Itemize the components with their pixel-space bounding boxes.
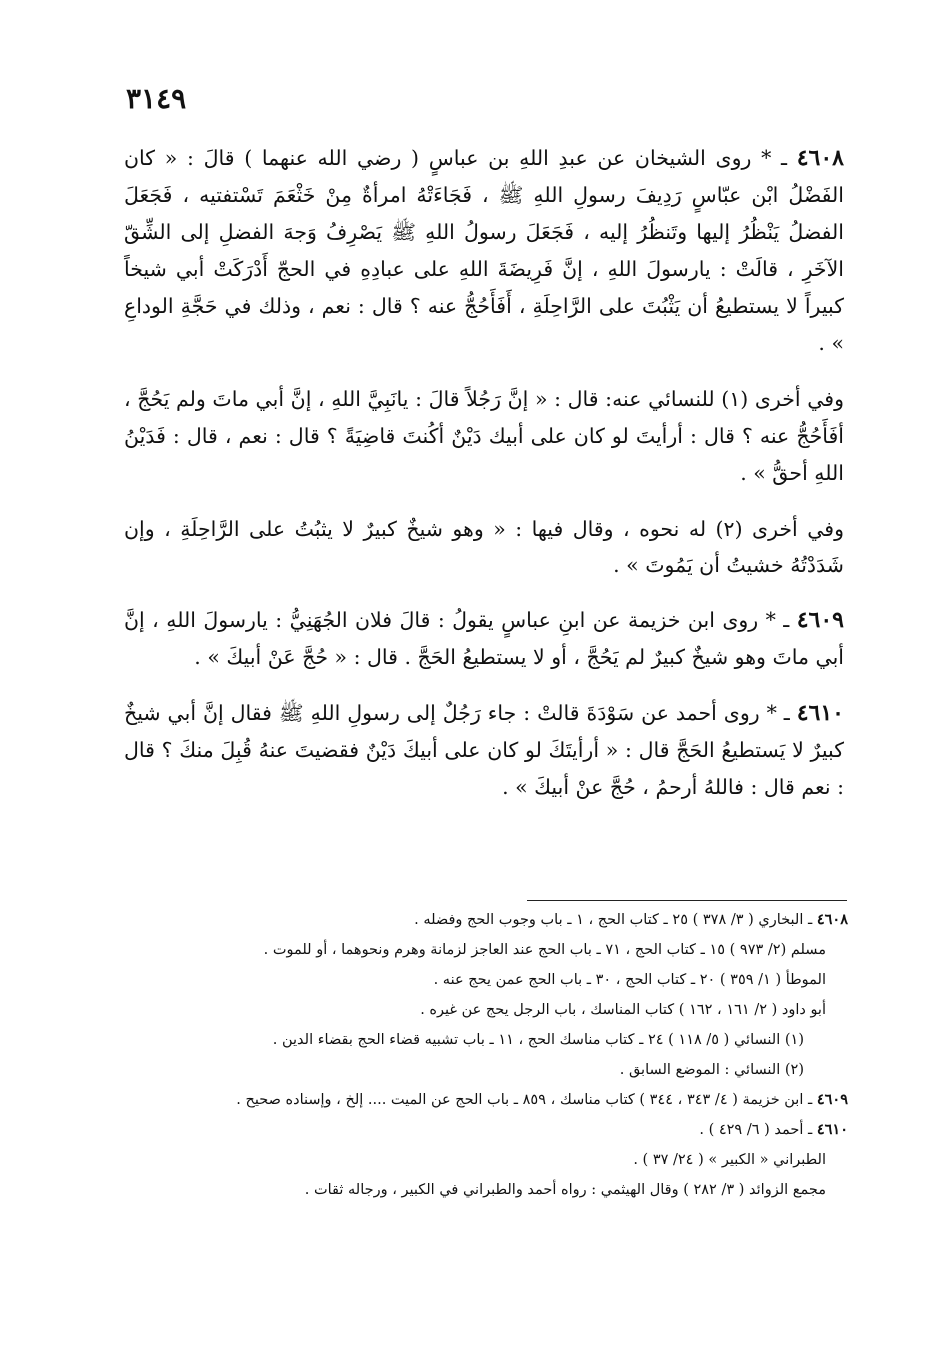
footnote-line xyxy=(88,1115,848,1145)
footnote-text: أبو داود ( ٢/ ١٦١ ، ١٦٢ ) كتاب المناسك ، باب الرجل يحج عن غيره . xyxy=(420,1002,826,1018)
footnote-text: الموطأ ( ١/ ٣٥٩ ) ٢٠ ـ كتاب الحج ، ٣٠ ـ باب الحج عمن يحج عنه . xyxy=(433,972,826,988)
footnote-text: مجمع الزوائد ( ٣/ ٢٨٢ ) وقال الهيثمي : رواه أحمد والطبراني في الكبير ، ورجاله ثقات . xyxy=(304,1182,826,1198)
hadith-text: وفي أخرى (١) للنسائي عنه: قال : « إنَّ رَجُلاً قالَ : يانَبِيَّ اللهِ ، إنَّ أبي ماتَ ولم يَحُجَّ ، أفَأَحُجُّ عنه ؟ قال : أرأيتَ لو كان على أبيك دَيْنٌ أكُنتَ قاضِيَةً ؟ قال : نعم ، قال : فَدَيْنُ اللهِ أحقُّ » . xyxy=(124,387,844,485)
hadith-number: ٤٦٠٨ xyxy=(796,145,844,171)
hadith-text: ـ * روى ابن خزيمة عن ابنِ عباسٍ يقولُ : قالَ فلان الجُهَنِيُّ : يارسولَ اللهِ ، إنَّ أبي ماتَ وهو شيخٌ كبيرٌ لم يَحُجَّ ، أو لا يستطيعُ الحَجَّ . قال : « حُجَّ عَنْ أبيكَ » . xyxy=(124,608,844,669)
hadith-4608 xyxy=(124,140,844,362)
footnote-line xyxy=(88,1055,848,1085)
page-number: ٣١٤٩ xyxy=(126,82,187,115)
hadith-4609 xyxy=(124,602,844,676)
footnote-text: الطبراني « الكبير » ( ٢٤/ ٣٧ ) . xyxy=(633,1152,826,1168)
hadith-4608-variant-1 xyxy=(124,381,844,492)
footnote-line xyxy=(88,935,848,965)
footnote-text: (١) النسائي ( ٥/ ١١٨ ) ٢٤ ـ كتاب مناسك الحج ، ١١ ـ باب تشبيه قضاء الحج بقضاء الدين . xyxy=(272,1032,804,1048)
hadith-4608-variant-2 xyxy=(124,511,844,583)
hadith-4610 xyxy=(124,695,844,806)
footnote-line xyxy=(88,1145,848,1175)
footnote-text: (٢) النسائي : الموضع السابق . xyxy=(619,1062,804,1078)
hadith-text: ـ * روى الشيخان عن عبدِ اللهِ بن عباسٍ ( رضي الله عنهما ) قالَ : « كان الفَضْلُ ابْن عبّاسٍ رَدِيفَ رسولِ اللهِ ﷺ ، فَجَاءَتْهُ امرأةٌ مِنْ خَثْعَمَ تَسْتفتيه ، فَجَعَلَ الفضلُ يَنْظُرُ إليها وتَنظُرُ إليه ، فَجَعَلَ رسولُ اللهِ ﷺ يَصْرِفُ وَجهَ الفضلِ إلى الشِّقّ الآخَرِ ، قالَتْ : يارسولَ اللهِ ، إنَّ فَرِيضَةَ اللهِ على عبادِهِ في الحجّ أَدْرَكَتْ أبي شيخاً كبيراً لا يستطيعُ أن يَثْبُتَ على الرَّاحِلَةِ ، أَفَأَحُجُّ عنه ؟ قال : نعم ، وذلك في حَجَّةِ الوداعِ » . xyxy=(124,146,844,355)
footnotes xyxy=(88,905,848,1205)
footnote-text: مسلم (٢/ ٩٧٣ ) ١٥ ـ كتاب الحج ، ٧١ ـ باب الحج عند العاجز لزمانة وهرم ونحوهما ، أو للموت . xyxy=(263,942,826,958)
footnote-ref-number: ٤٦١٠ xyxy=(816,1121,848,1138)
hadith-text: وفي أخرى (٢) له نحوه ، وقال فيها : « وهو شيخٌ كبيرٌ لا يثبُتُ على الرَّاحِلَةِ ، وإن شَدَدْتُهُ خشيتُ أن يَمُوتَ » . xyxy=(124,517,845,577)
footnote-line xyxy=(88,1025,848,1055)
footnote-text: ـ أحمد ( ٦/ ٤٢٩ ) . xyxy=(699,1122,817,1138)
footnote-line xyxy=(88,995,848,1025)
footnote-text: ـ ابن خزيمة ( ٤/ ٣٤٣ ، ٣٤٤ ) كتاب مناسك ، ٨٥٩ ـ باب الحج عن الميت .... إلخ ، وإسناده صحيح . xyxy=(236,1092,817,1108)
footnote-line xyxy=(88,905,848,935)
footnote-line xyxy=(88,1085,848,1115)
footnote-ref-number: ٤٦٠٨ xyxy=(816,911,848,928)
hadith-number: ٤٦٠٩ xyxy=(796,607,844,633)
main-text xyxy=(124,140,844,825)
footnote-line xyxy=(88,1175,848,1205)
footnote-line xyxy=(88,965,848,995)
footnote-ref-number: ٤٦٠٩ xyxy=(816,1091,848,1108)
footnote-divider xyxy=(527,900,847,901)
hadith-text: ـ * روى أحمد عن سَوْدَةَ قالتْ : جاء رَجُلٌ إلى رسولِ اللهِ ﷺ فقال إنَّ أبي شيخٌ كبيرٌ لا يَستطيعُ الحَجَّ قال : « أرأيتَكَ لو كان على أبيكَ دَيْنٌ فقضيتَ عنهُ قُبِلَ منكَ ؟ قال : نعم قال : فاللهُ أرحمُ ، حُجَّ عنْ أبيكَ » . xyxy=(124,701,844,799)
hadith-number: ٤٦١٠ xyxy=(796,700,844,726)
footnote-text: ـ البخاري ( ٣/ ٣٧٨ ) ٢٥ ـ كتاب الحج ، ١ ـ باب وجوب الحج وفضله . xyxy=(414,912,817,928)
